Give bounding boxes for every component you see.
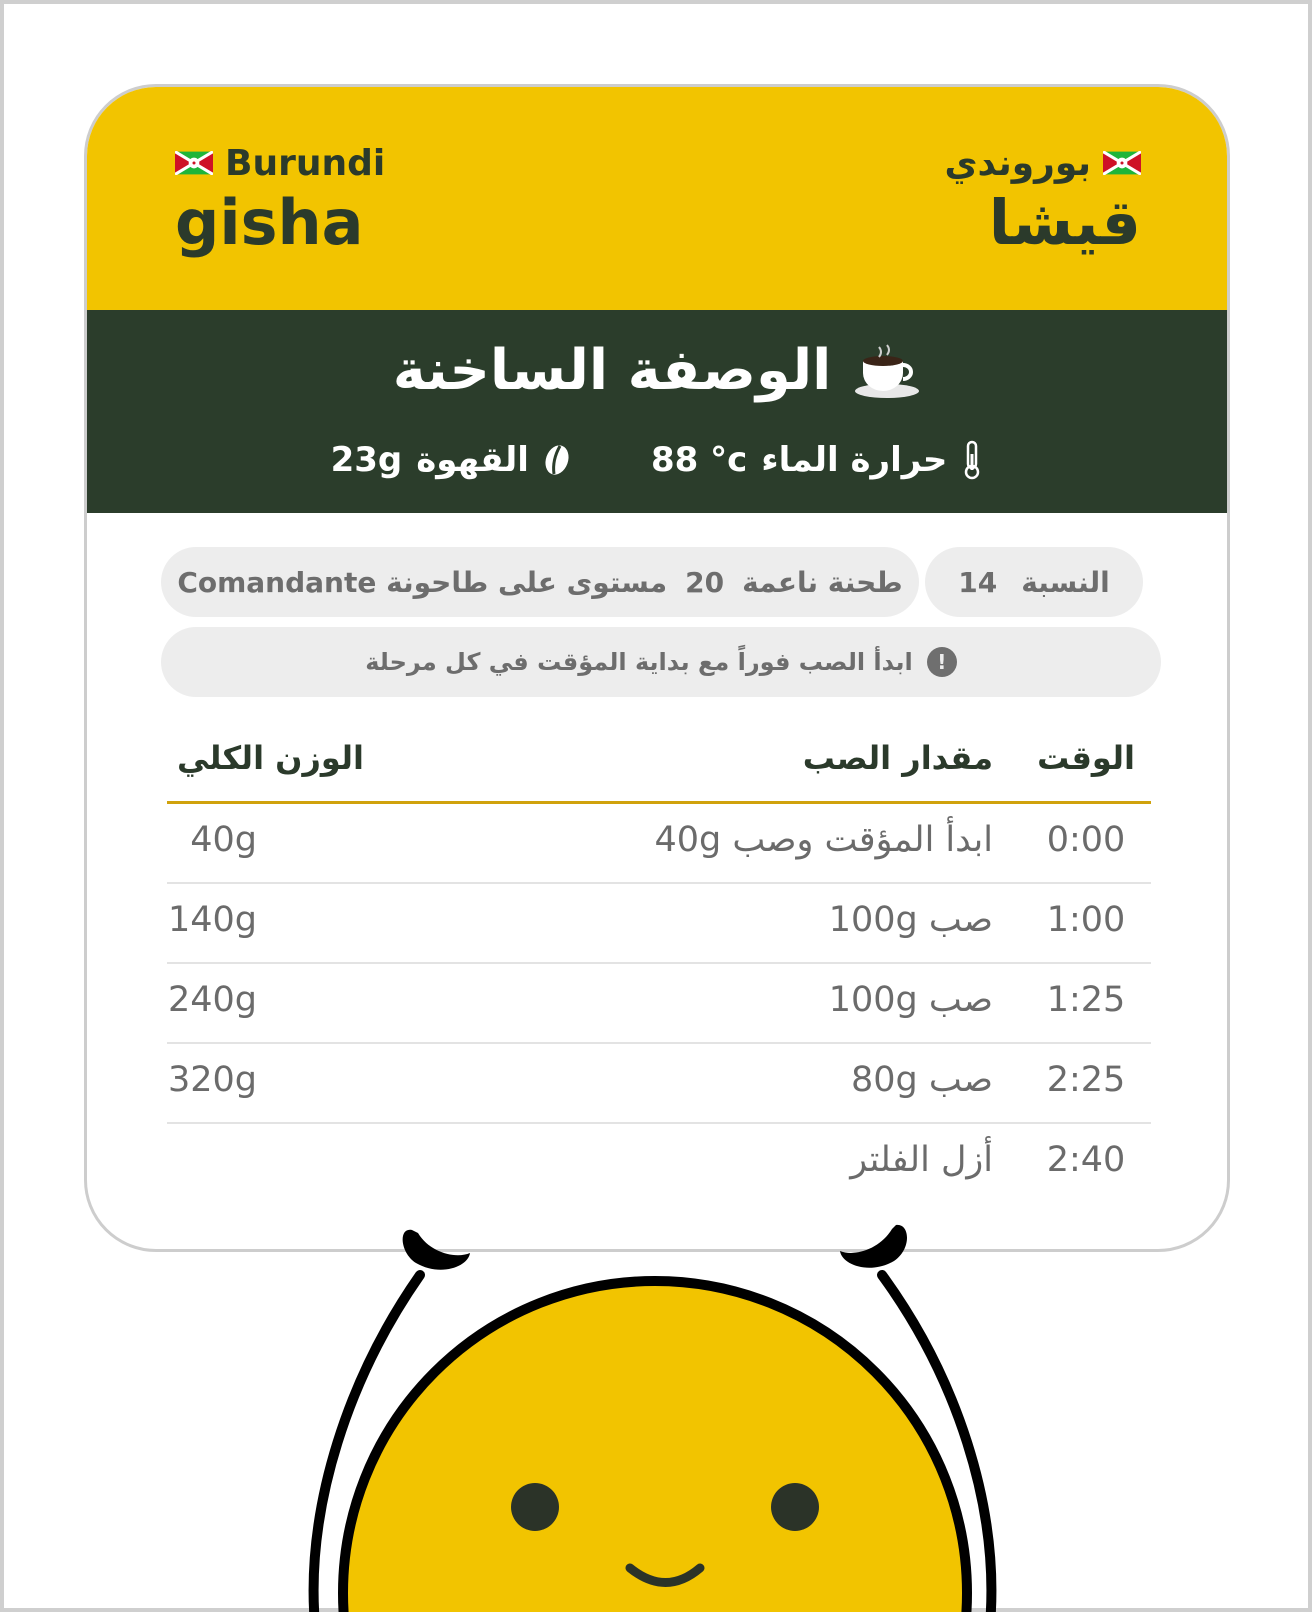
country-en [175, 141, 385, 185]
mascot-left-eye [511, 1483, 559, 1531]
recipe-card [84, 84, 1230, 1252]
mascot-illustration [0, 1205, 1312, 1612]
ratio-value: 14 [958, 565, 998, 599]
grind-suffix: مستوى على طاحونة Comandante [177, 565, 668, 599]
recipe-title-text: الوصفة الساخنة [392, 338, 832, 403]
recipe-title [87, 338, 1227, 403]
cell-time: 2:40 [1046, 1140, 1126, 1180]
table-row [167, 884, 1151, 964]
cell-time: 1:25 [1046, 980, 1126, 1020]
card-header [87, 87, 1227, 310]
cell-time: 0:00 [1046, 820, 1126, 860]
water-temp [651, 440, 983, 480]
cell-total: 40g [190, 820, 257, 860]
mascot-right-hand [840, 1225, 907, 1268]
grind-pill [161, 547, 919, 617]
coffee-name-ar: قيشا [988, 186, 1141, 259]
coffee-cup-icon [853, 343, 921, 399]
pour-table [167, 717, 1151, 1202]
table-row [167, 804, 1151, 884]
mascot-head [343, 1281, 967, 1612]
ratio-label: النسبة [1021, 565, 1110, 599]
cell-pour: أزل الفلتر [850, 1140, 993, 1180]
mascot-right-eye [771, 1483, 819, 1531]
grind-text: طحنة ناعمة [742, 565, 903, 599]
table-row [167, 1124, 1151, 1202]
header-arabic [945, 141, 1142, 257]
cell-time: 1:00 [1046, 900, 1126, 940]
cell-pour: صب 80g [851, 1060, 993, 1100]
country-name-ar: بوروندي [944, 142, 1091, 184]
coffee-label: القهوة [416, 440, 529, 480]
country-ar [945, 141, 1142, 185]
header-time: الوقت [1037, 739, 1135, 777]
cell-time: 2:25 [1046, 1060, 1126, 1100]
cell-total: 240g [167, 980, 257, 1020]
cell-pour: صب 100g [828, 900, 993, 940]
cell-pour: ابدأ المؤقت وصب 40g [654, 820, 993, 860]
burundi-flag-icon [175, 151, 213, 175]
country-name-en: Burundi [225, 142, 386, 184]
water-label: حرارة الماء [761, 440, 948, 480]
coffee-value: 23g [330, 440, 403, 480]
water-value: 88 °c [650, 440, 748, 480]
table-header [167, 717, 1151, 804]
header-total: الوزن الكلي [177, 739, 364, 777]
coffee-bean-icon [543, 443, 571, 477]
note-pill [161, 627, 1161, 697]
grind-level: 20 [685, 565, 725, 599]
table-row [167, 1044, 1151, 1124]
mascot-left-hand [403, 1230, 470, 1270]
info-icon: ! [927, 647, 957, 677]
cell-total: 320g [167, 1060, 257, 1100]
cell-pour: صب 100g [828, 980, 993, 1020]
table-row [167, 964, 1151, 1044]
header-english [175, 141, 385, 257]
recipe-band [87, 310, 1227, 513]
cell-total: 140g [167, 900, 257, 940]
note-text: ابدأ الصب فوراً مع بداية المؤقت في كل مرحلة [365, 648, 913, 676]
burundi-flag-icon [1103, 151, 1141, 175]
ratio-pill [925, 547, 1143, 617]
header-pour: مقدار الصب [802, 739, 993, 777]
coffee-dose [331, 440, 571, 480]
coffee-name-en: gisha [175, 186, 364, 259]
recipe-stats [87, 440, 1227, 480]
thermometer-icon [961, 440, 983, 480]
